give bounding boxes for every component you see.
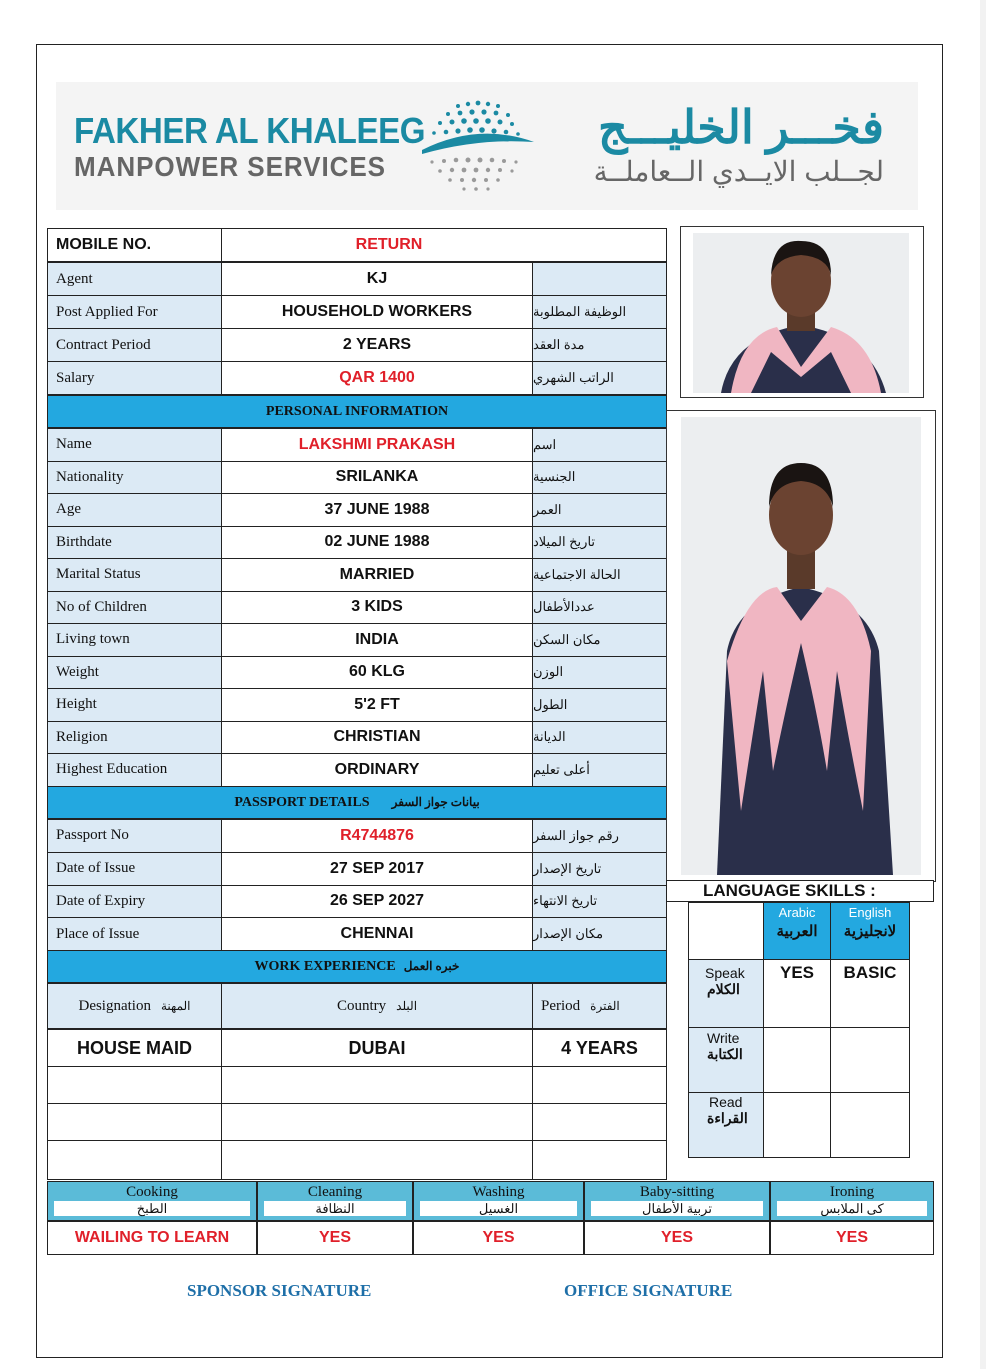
- field-label-arabic: العمر: [533, 494, 666, 526]
- personal-row: [47, 656, 667, 690]
- field-label: No of Children: [48, 592, 222, 624]
- mobile-value: RETURN: [355, 236, 423, 253]
- field-label: Weight: [48, 657, 222, 689]
- field-label-arabic: الوزن: [533, 657, 666, 689]
- skill-value: YES: [584, 1221, 770, 1255]
- personal-info-header: PERSONAL INFORMATION: [47, 395, 667, 428]
- sponsor-signature-label: SPONSOR SIGNATURE: [187, 1281, 372, 1300]
- field-label: Name: [48, 429, 222, 461]
- field-value: INDIA: [222, 624, 533, 656]
- field-label-arabic: الجنسية: [533, 462, 666, 494]
- field-label-arabic: عددالأطفال: [533, 592, 666, 624]
- speak-english-value: BASIC: [843, 963, 897, 982]
- skill-name: Washing: [472, 1184, 525, 1200]
- field-value: HOUSEHOLD WORKERS: [222, 296, 533, 328]
- field-label: Salary: [48, 362, 222, 394]
- personal-row: [47, 493, 667, 527]
- skill-header: [584, 1181, 770, 1221]
- personal-row: [47, 558, 667, 592]
- period-header: Period الفترة: [533, 984, 666, 1028]
- field-label: Post Applied For: [48, 296, 222, 328]
- english-column-header: English لانجليزية: [831, 903, 909, 959]
- field-label: Place of Issue: [48, 918, 222, 950]
- passport-row: [47, 819, 667, 853]
- field-label-arabic: مدة العقد: [533, 329, 666, 361]
- personal-row: [47, 428, 667, 462]
- field-label-arabic: [533, 263, 666, 295]
- candidate-photo-large: [666, 410, 936, 882]
- personal-row: [47, 526, 667, 560]
- work-empty-row: [47, 1103, 667, 1141]
- top-row: [47, 328, 667, 362]
- field-label: Date of Issue: [48, 853, 222, 885]
- work-empty-row: [47, 1066, 667, 1104]
- skill-name-arabic: الغسيل: [420, 1201, 577, 1216]
- speak-arabic-value: YES: [779, 963, 815, 982]
- skill-value: YES: [257, 1221, 413, 1255]
- field-label-arabic: الطول: [533, 689, 666, 721]
- candidate-photo-small: [680, 226, 924, 398]
- field-value: 3 KIDS: [222, 592, 533, 624]
- field-label: Highest Education: [48, 754, 222, 786]
- arabic-column-header: Arabic العربية: [764, 903, 830, 959]
- field-label: Nationality: [48, 462, 222, 494]
- logo-globe-icon: [418, 92, 538, 200]
- work-empty-row: [47, 1140, 667, 1180]
- skill-name-arabic: الطبخ: [54, 1201, 250, 1216]
- field-value: LAKSHMI PRAKASH: [222, 429, 533, 461]
- field-label-arabic: الوظيفة المطلوبة: [533, 296, 666, 328]
- field-label: Age: [48, 494, 222, 526]
- skill-header: [47, 1181, 257, 1221]
- field-label: Passport No: [48, 820, 222, 852]
- skill-name: Cleaning: [307, 1184, 363, 1200]
- field-value: ORDINARY: [222, 754, 533, 786]
- mobile-row: [47, 228, 667, 262]
- personal-row: [47, 461, 667, 495]
- field-value: CHRISTIAN: [222, 722, 533, 754]
- field-value: 27 SEP 2017: [222, 853, 533, 885]
- field-label-arabic: مكان الإصدار: [533, 918, 666, 950]
- field-label: Marital Status: [48, 559, 222, 591]
- field-label-arabic: الحالة الاجتماعية: [533, 559, 666, 591]
- read-row-label: Read القراءة: [689, 1093, 763, 1157]
- personal-row: [47, 721, 667, 755]
- work-designation: HOUSE MAID: [48, 1030, 222, 1066]
- field-label: Birthdate: [48, 527, 222, 559]
- work-column-headers: [47, 983, 667, 1029]
- passport-header-ar: بيانات جواز السفر: [391, 795, 480, 809]
- field-value: MARRIED: [222, 559, 533, 591]
- work-country: DUBAI: [222, 1030, 533, 1066]
- field-value: 60 KLG: [222, 657, 533, 689]
- field-value: R4744876: [222, 820, 533, 852]
- field-value: 2 YEARS: [222, 329, 533, 361]
- field-label-arabic: الراتب الشهري: [533, 362, 666, 394]
- field-label: Height: [48, 689, 222, 721]
- speak-row-label: Speak الكلام: [689, 960, 763, 1027]
- language-skills-title: LANGUAGE SKILLS :: [703, 881, 876, 900]
- work-experience-row: [47, 1029, 667, 1067]
- field-value: 5'2 FT: [222, 689, 533, 721]
- field-value: QAR 1400: [222, 362, 533, 394]
- work-period: 4 YEARS: [561, 1037, 638, 1058]
- skill-value: YES: [770, 1221, 934, 1255]
- logo-arabic-line2: لجــلب الايــدي الــعاملــة: [593, 156, 884, 187]
- field-label-arabic: تاريخ الانتهاء: [533, 886, 666, 918]
- logo-arabic-line1: فخـــر الخليـــج: [598, 101, 884, 153]
- designation-header: Designation المهنة: [48, 984, 222, 1028]
- field-value: 26 SEP 2027: [222, 886, 533, 918]
- skill-name: Cooking: [126, 1184, 178, 1200]
- skill-name-arabic: تربية الأطفال: [591, 1201, 763, 1216]
- top-row: [47, 361, 667, 395]
- photo-fullbody-icon: [667, 411, 935, 881]
- mobile-label: MOBILE NO.: [48, 229, 222, 261]
- field-label: Agent: [48, 263, 222, 295]
- field-value: KJ: [222, 263, 533, 295]
- field-value: SRILANKA: [222, 462, 533, 494]
- field-value: 37 JUNE 1988: [222, 494, 533, 526]
- logo-english-line2: MANPOWER SERVICES: [74, 151, 386, 182]
- work-header-en: WORK EXPERIENCE: [254, 958, 396, 974]
- skill-header: [257, 1181, 413, 1221]
- field-value: CHENNAI: [222, 918, 533, 950]
- personal-row: [47, 591, 667, 625]
- passport-details-header: [47, 786, 667, 819]
- photo-portrait-icon: [681, 227, 923, 397]
- passport-row: [47, 917, 667, 951]
- field-label: Date of Expiry: [48, 886, 222, 918]
- field-label-arabic: رقم جواز السفر: [533, 820, 666, 852]
- skill-value: WAILING TO LEARN: [47, 1221, 257, 1255]
- top-row: [47, 295, 667, 329]
- language-skills-title-bar: [666, 880, 934, 902]
- personal-row: [47, 688, 667, 722]
- skill-name: Ironing: [829, 1184, 875, 1200]
- field-label-arabic: الديانة: [533, 722, 666, 754]
- logo-english-line1: FAKHER AL KHALEEG: [74, 110, 426, 151]
- office-signature-label: OFFICE SIGNATURE: [564, 1281, 733, 1300]
- personal-row: [47, 753, 667, 787]
- work-header-ar: خبره العمل: [403, 959, 460, 973]
- passport-header-en: PASSPORT DETAILS: [234, 794, 370, 810]
- work-experience-header: [47, 950, 667, 983]
- write-row-label: Write الكتابة: [689, 1028, 763, 1092]
- country-header: Country البلد: [222, 984, 533, 1028]
- field-label-arabic: مكان السكن: [533, 624, 666, 656]
- skill-value: YES: [413, 1221, 584, 1255]
- field-label-arabic: اسم: [533, 429, 666, 461]
- field-label: Religion: [48, 722, 222, 754]
- skill-name-arabic: کی الملابس: [777, 1201, 927, 1216]
- skill-header: [413, 1181, 584, 1221]
- skill-name: Baby-sitting: [639, 1184, 715, 1200]
- field-label-arabic: تاريخ الميلاد: [533, 527, 666, 559]
- field-label: Contract Period: [48, 329, 222, 361]
- skill-name-arabic: النظافة: [264, 1201, 406, 1216]
- top-row: [47, 262, 667, 296]
- passport-row: [47, 852, 667, 886]
- field-label-arabic: تاريخ الإصدار: [533, 853, 666, 885]
- skill-header: [770, 1181, 934, 1221]
- passport-row: [47, 885, 667, 919]
- field-value: 02 JUNE 1988: [222, 527, 533, 559]
- field-label: Living town: [48, 624, 222, 656]
- personal-row: [47, 623, 667, 657]
- field-label-arabic: أعلى تعليم: [533, 754, 666, 786]
